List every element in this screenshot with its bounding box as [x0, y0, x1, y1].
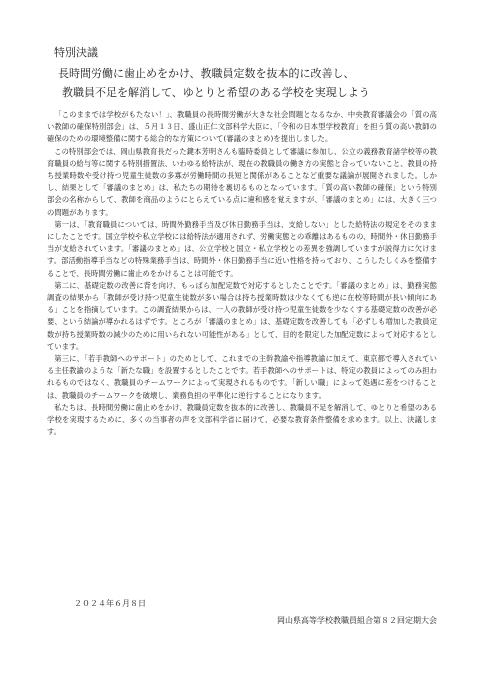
- organization-signature: 岡山県高等学校教職員組合第８２回定期大会: [277, 616, 437, 625]
- resolution-date: ２０２４年６月８日: [74, 599, 146, 608]
- paragraph-intro: 「このままでは学校がもたない！」、教職員の長時間労働が大きな社会問題となるなか、中央教育審議会の「質の高い教師の確保特別部会」は、５月１３日、盛山正仁文部科学大臣に、「令和の日本型学校教育」を担う質の高い教師の確保のための環境整備に関する総合的な方策について(審議のまとめ)を提出しました。: [47, 110, 437, 144]
- paragraph-conclusion: 私たちは、長時間労働に歯止めをかけ、教職員定数を抜本的に改善し、教職員不足を解消して、ゆとりと希望のある学校を実現するために、多くの当事者の声を文部科学省に届けて、必要な教育条件整備を求めます。以上、決議します。: [47, 402, 437, 437]
- document-heading: 特別決議: [54, 46, 98, 59]
- title-line-2: 教職員不足を解消して、ゆとりと希望のある学校を実現しよう: [62, 86, 370, 99]
- resolution-body: [47, 109, 437, 438]
- paragraph-background: この特別部会では、岡山県教育長だった鍵本芳明さんも臨時委員として審議に参加し、公立の義務教育諸学校等の教育職員の給与等に関する特別措置法、いわゆる給特法が、現在の教職員の働き方の実態と合っていないこと、教員の持ち授業時数や受け持つ児童生徒数の多寡が労働時間の長短と関係があることなど重要な議論が展開されました。しかし、結果として「審議のまとめ」は、私たちの期待を裏切るものとなっています。「質の高い教師の確保」という特別部会の名称からして、教師を商品のようにとらえている点に違和感を覚えますが、「審議のまとめ」には、大きく三つの問題があります。: [47, 146, 437, 217]
- title-line-1: 長時間労働に歯止めをかけ、教職員定数を抜本的に改善し、: [58, 67, 355, 80]
- paragraph-first-issue: 第一は、「教育職員については、時間外勤務手当及び休日勤務手当は、支給しない」とした給特法の規定をそのままにしたことです。国立学校や私立学校には給特法が適用されず、労働実態との乖離はあるものの、時間外・休日勤務手当が支給されています。「審議のまとめ」は、公立学校と国立・私立学校との差異を強調していますが説得力に欠けます。部活動指導手当などの特殊業務手当は、時間外・休日勤務手当に近い性格を持っており、こうしたしくみを整備することで、長時間労働に歯止めをかけることは可能です。: [47, 219, 437, 278]
- paragraph-second-issue: 第二に、基礎定数の改善に背を向け、もっぱら加配定数で対応するとしたことです。「審議のまとめ」は、勤務実態調査の結果から「教師が受け持つ児童生徒数が多い場合は持ち授業時数は少なくても逆に在校等時間が長い傾向にある」ことを指摘しています。この調査結果からは、一人の教師が受け持つ児童生徒数を少なくする基礎定数の改善が必要、という結論が導かれるはずです。ところが「審議のまとめ」は、基礎定数を改善しても「必ずしも増加した教員定数が持ち授業時数の減少のために用いられない可能性がある」として、目的を限定した加配定数によって対応するとしています。: [47, 280, 437, 351]
- paragraph-third-issue: 第三に、「若手教師へのサポート」のためとして、これまでの主幹教諭や指導教諭に加えて、東京都で導入されている主任教諭のような「新たな職」を設置するとしたことです。若手教師へのサポートは、特定の教員によってのみ担われるものではなく、教職員のチームワークによって実現されるものです。「新しい職」によって処遇に差をつけることは、教職員のチームワークを破壊し、業務負担の平準化に逆行することになります。: [47, 354, 437, 400]
